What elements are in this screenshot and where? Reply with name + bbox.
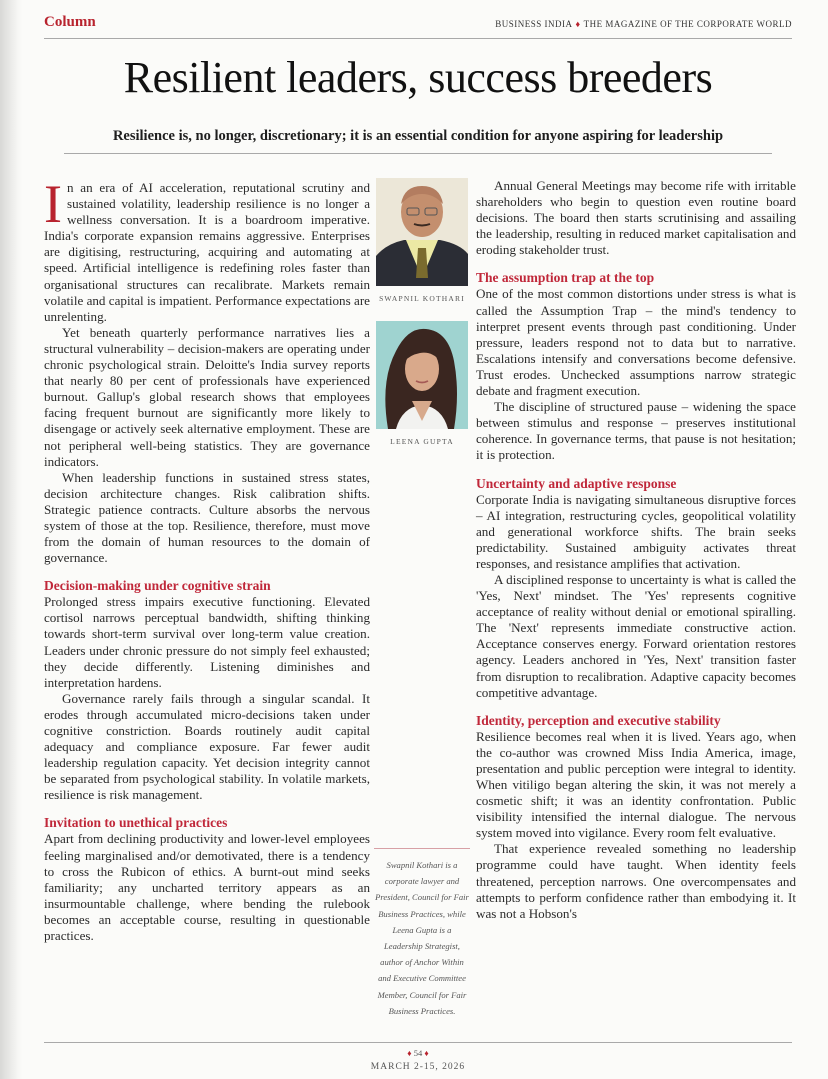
paragraph (44, 174, 370, 325)
section-label: Column (44, 14, 96, 30)
author-name-caption: LEENA GUPTA (390, 437, 454, 446)
subhead-uncertainty: Uncertainty and adaptive response (476, 475, 677, 491)
author-photos (374, 178, 470, 464)
paragraph: The discipline of structured pause – widening the space between stimulus and response – preserves institutional coherence. In governance terms, that pause is not hesitation; it is protection. (476, 399, 796, 463)
page-number-value: 54 (413, 1048, 423, 1058)
top-bar (44, 12, 792, 39)
author-photo-swapnil-kothari (376, 178, 468, 286)
diamond-icon: ♦ (575, 19, 581, 29)
paragraph: A disciplined response to uncertainty is what is called the 'Yes, Next' mindset. The 'Yes' represents cognitive acceptance of reality without denial or emotional spiralling. The 'Next' represents immediate constructive action. Acceptance conserves energy. Forward orientation restores agency. Leaders anchored in 'Yes, Next' transition faster from disruption to recalibration. Adaptive capacity becomes competitive advantage. (476, 571, 796, 700)
left-column (44, 174, 370, 944)
subhead-unethical-practices: Invitation to unethical practices (44, 815, 228, 831)
paragraph: Prolonged stress impairs executive functioning. Elevated cortisol narrows perceptual bandwidth, shifting thinking towards short-term survival over long-term value creation. Leaders under chronic pressure do not simply feel exhausted; they decide differently. Listening diminishes and interpretation hardens. (44, 594, 370, 690)
author-bio: Swapnil Kothari is a corporate lawyer and President, Council for Fair Business Practices, while Leena Gupta is a Leadership Strategist, author of Anchor Within and Executive Committee Member, Council for Fair Business Practices. (374, 848, 470, 1019)
portrait-woman-icon (376, 321, 468, 429)
masthead-tagline: THE MAGAZINE OF THE CORPORATE WORLD (583, 19, 792, 29)
paragraph: Corporate India is navigating simultaneous disruptive forces – AI integration, restructuring cycles, geopolitical volatility and generational workforce shifts. The brain seeks predictability. Sustained ambiguity activates threat responses, and resistance amplifies that activation. (476, 491, 796, 571)
subhead-assumption-trap: The assumption trap at the top (476, 270, 655, 286)
portrait-man-icon (376, 178, 468, 286)
author-name-caption: SWAPNIL KOTHARI (379, 294, 465, 303)
deck: Resilience is, no longer, discretionary; it is an essential condition for anyone aspiring for leadership (64, 128, 772, 154)
diamond-icon: ♦ (424, 1048, 429, 1058)
page-edge-shadow (0, 0, 22, 1079)
right-column (476, 178, 796, 922)
issue-date: MARCH 2-15, 2026 (370, 1062, 466, 1072)
paragraph: Governance rarely fails through a singular scandal. It erodes through accumulated micro-decisions taken under cognitive constriction. Boards routinely audit capital adequacy and compliance exposure. Far fewer audit leadership regulation capacity. Yet decision integrity cannot be separated from psychological stability. In volatile markets, resilience is risk management. (44, 690, 370, 803)
masthead-publication: BUSINESS INDIA (495, 19, 573, 29)
footer-rule (44, 1042, 792, 1043)
paragraph: One of the most common distortions under stress is what is called the Assumption Trap – the mind's tendency to interpret present events through past conditioning. Under pressure, leaders respond not to data but to narrative. Escalations intensify and conversations become defensive. Trust erodes. Unchecked assumptions narrow strategic debate and fragment execution. (476, 286, 796, 399)
page-number (44, 1048, 792, 1058)
paragraph: Annual General Meetings may become rife with irritable shareholders who begin to question even routine board decisions. The board then starts scrutinising and assailing the leadership, resulting in reduced market capitalisation and eroding stakeholder trust. (476, 178, 796, 258)
paragraph: Resilience becomes real when it is lived. Years ago, when the co-author was crowned Miss India America, image, presentation and public perception were integral to identity. When vitiligo began altering the skin, it was not merely a cosmetic shift; it was an identity confrontation. Public visibility intensified the internal dialogue. The nervous system moved into vigilance. Every room felt evaluative. (476, 728, 796, 841)
masthead (495, 19, 792, 29)
paragraph-text: n an era of AI acceleration, reputational scrutiny and sustained volatility, leadership resilience is no longer a wellness conversation. It is a boardroom imperative. India's corporate expansion remains aggressive. Enterprises are digitising, restructuring, acquiring and automating at speed. Artificial intelligence is redefining roles faster than organisational structures can recalibrate. Markets remain volatile and capital is impatient. Performance expectations are unrelenting. (44, 180, 370, 324)
headline: Resilient leaders, success breeders (123, 53, 713, 102)
paragraph: Yet beneath quarterly performance narratives lies a structural vulnerability – decision-makers are operating under chronic psychological strain. Deloitte's India survey reports that nearly 80 per cent of professionals have experienced burnout. Gallup's global research shows that employees facing frequent burnout are significantly more likely to disengage or actively seek alternative employment. These are not peripheral well-being statistics. They are governance indicators. (44, 324, 370, 469)
author-photo-leena-gupta (376, 321, 468, 429)
paragraph: When leadership functions in sustained stress states, decision architecture changes. Risk calibration shifts. Strategic patience contracts. Culture absorbs the nervous system of those at the top. Resilience, therefore, must move from the domain of human resources to the domain of governance. (44, 469, 370, 566)
subhead-decision-making: Decision-making under cognitive strain (44, 578, 271, 594)
subhead-identity: Identity, perception and executive stability (476, 712, 721, 728)
diamond-icon: ♦ (407, 1048, 412, 1058)
paragraph: That experience revealed something no leadership programme could have taught. When identity feels threatened, perception narrows. One overcompensates and attempts to perform confidence rather than embodying it. It was not a Hobson's (476, 841, 796, 921)
paragraph: Apart from declining productivity and lower-level employees feeling marginalised and/or demotivated, there is a tendency to cross the Rubicon of ethics. A burnt-out mind seeks familiarity; any uncharted territory appears as an insurmountable challenge, where bending the rulebook becomes an acceptable course, resulting in questionable practices. (44, 831, 370, 944)
drop-cap: I (44, 174, 62, 234)
magazine-page (44, 0, 796, 1079)
